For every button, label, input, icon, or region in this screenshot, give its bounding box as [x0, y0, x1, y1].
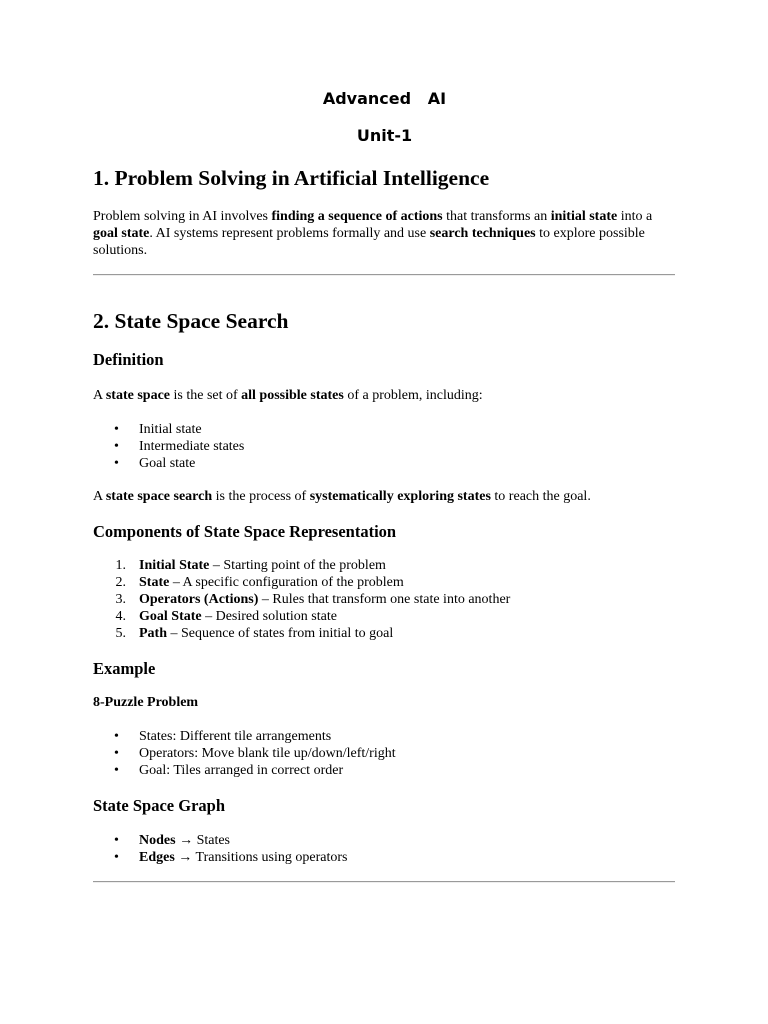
list-item: • Goal: Tiles arranged in correct order [114, 763, 344, 778]
bullet-icon: • [114, 729, 119, 744]
section1-intro: Problem solving in AI involves finding a sequence of actions that transforms an initial state into a goal state. AI systems represent problems formally and use search techniques to explore possible solutions. [93, 209, 653, 258]
list-item: 4. Goal State – Desired solution state [115, 609, 337, 624]
graph-list [93, 832, 347, 866]
bullet-icon: • [114, 456, 119, 471]
bullet-icon: • [114, 746, 119, 761]
list-item: 1. Initial State – Starting point of the problem [115, 558, 386, 573]
example-heading: Example [93, 659, 156, 678]
bullet-icon: • [114, 763, 119, 778]
example-subheading: 8-Puzzle Problem [93, 695, 199, 710]
list-item: • Edges → Transitions using operators [114, 850, 348, 865]
list-item: • Initial state [114, 422, 202, 437]
components-list [93, 557, 510, 642]
document-title: Advanced AI [322, 89, 447, 108]
state-space-search-paragraph: A state space search is the process of systematically exploring states to reach the goal. [93, 489, 591, 504]
definition-paragraph: A state space is the set of all possible states of a problem, including: [93, 388, 483, 403]
list-item: • Intermediate states [114, 439, 245, 454]
list-item: 3. Operators (Actions) – Rules that transform one state into another [115, 592, 511, 607]
list-item: 2. State – A specific configuration of the problem [115, 575, 404, 590]
section1-heading: 1. Problem Solving in Artificial Intelligence [93, 166, 490, 190]
bullet-icon: • [114, 422, 119, 437]
bullet-icon: • [114, 833, 119, 848]
document-subtitle: Unit-1 [356, 126, 413, 145]
list-item: • Nodes → States [114, 833, 231, 848]
components-heading: Components of State Space Representation [93, 522, 397, 541]
arrow-icon: → [175, 833, 197, 848]
section-divider [93, 274, 675, 276]
section-divider [93, 881, 675, 883]
list-item: 5. Path – Sequence of states from initial to goal [115, 626, 394, 641]
bullet-icon: • [114, 439, 119, 454]
arrow-icon: → [174, 850, 196, 865]
section2-heading: 2. State Space Search [93, 309, 289, 333]
list-item: • States: Different tile arrangements [114, 729, 332, 744]
puzzle-list [93, 728, 396, 779]
state-types-list [93, 421, 244, 472]
bullet-icon: • [114, 850, 119, 865]
list-item: • Operators: Move blank tile up/down/left/right [114, 746, 396, 761]
list-item: • Goal state [114, 456, 196, 471]
graph-heading: State Space Graph [93, 796, 225, 815]
definition-heading: Definition [93, 350, 164, 369]
